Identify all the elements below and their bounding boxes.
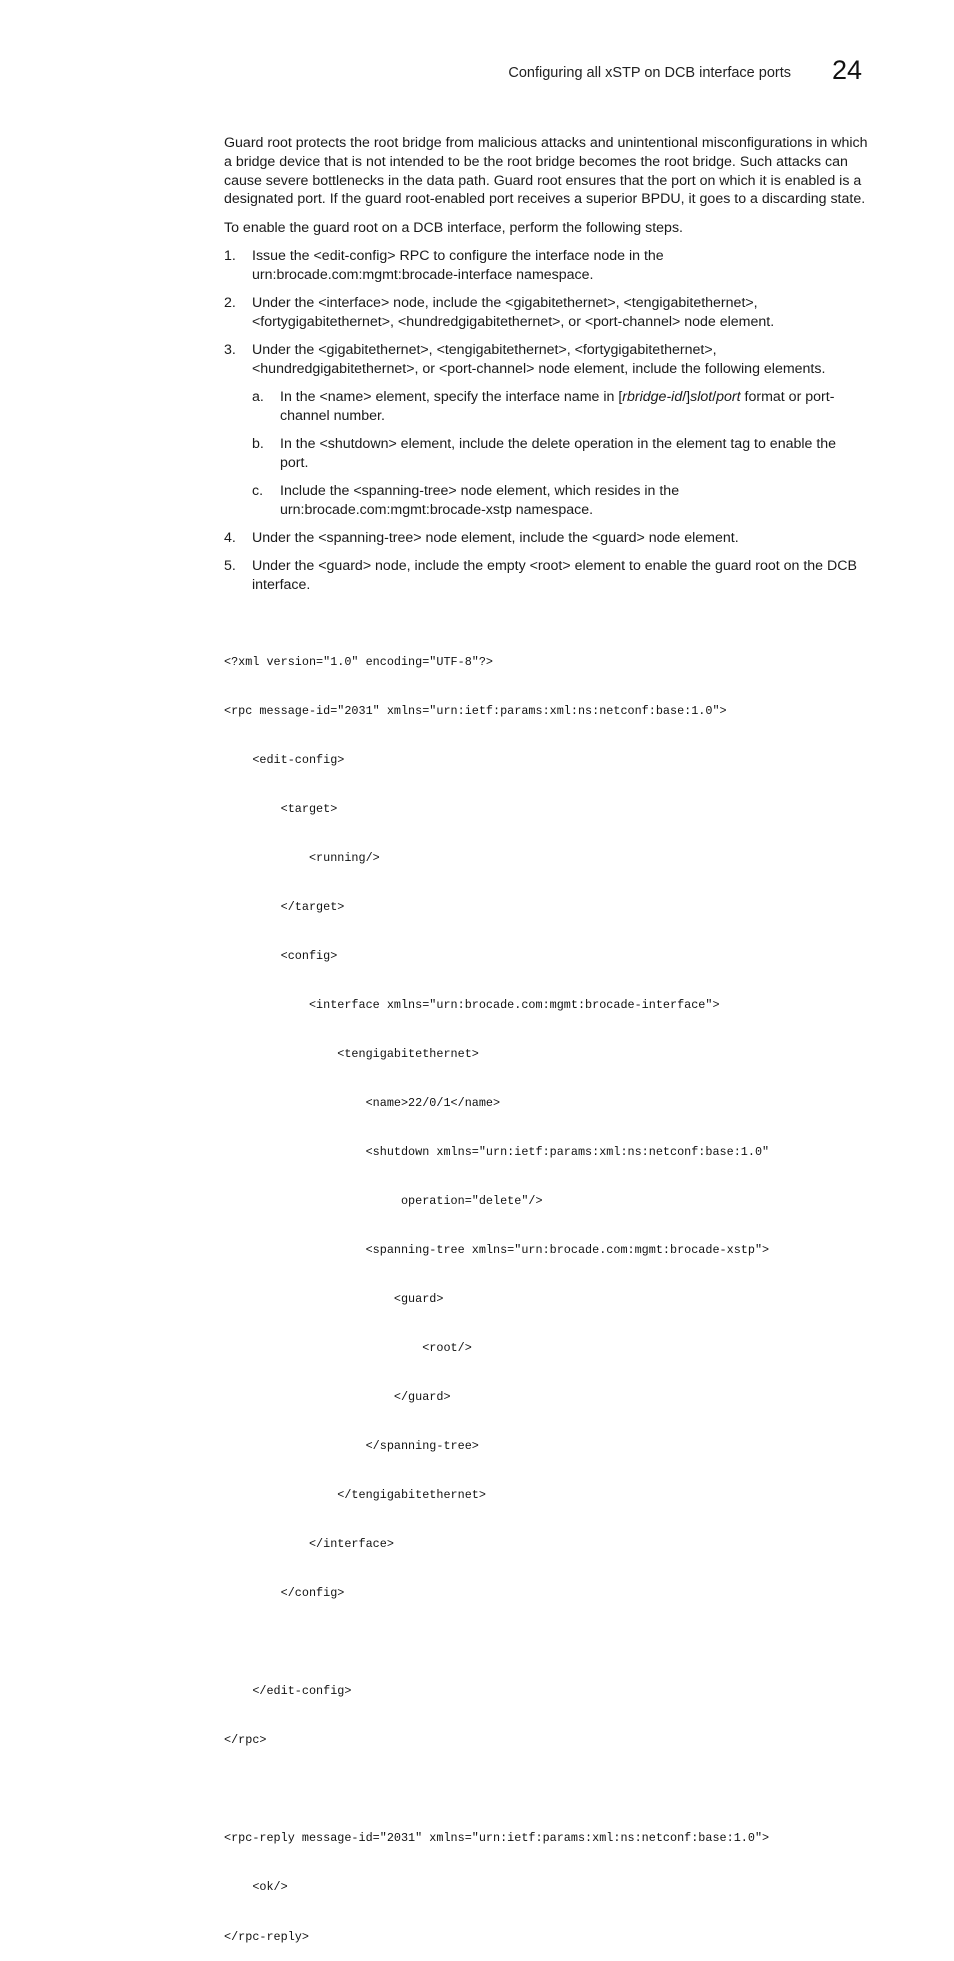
step-4: [224, 529, 868, 548]
code-line: <running/>: [224, 850, 380, 865]
step-number: 2.: [224, 295, 236, 312]
substep-letter: b.: [252, 435, 264, 452]
step-text: Under the <interface> node, include the <gigabitethernet>, <tengigabitethernet>, <fortygigabitethernet>, <hundredgigabitethernet>, or <port-channel> node element.: [252, 295, 775, 330]
substep-letter: a.: [252, 388, 264, 405]
code-line: <rpc message-id="2031" xmlns="urn:ietf:params:xml:ns:netconf:base:1.0">: [224, 703, 727, 718]
code-line: </rpc-reply>: [224, 1929, 309, 1944]
code-line: </config>: [224, 1586, 345, 1601]
step-3: [224, 341, 868, 519]
substep-text-post: format or port-channel number.: [280, 388, 835, 424]
code-line: <edit-config>: [224, 752, 345, 767]
page-header: [0, 55, 954, 95]
code-line: <shutdown xmlns="urn:ietf:params:xml:ns:netconf:base:1.0": [224, 1145, 770, 1159]
substep-a: [252, 388, 868, 426]
step-number: 1.: [224, 247, 236, 264]
body-content: [224, 134, 868, 604]
step-number: 3.: [224, 342, 236, 359]
chapter-number: 24: [832, 55, 863, 85]
code-line: <rpc-reply message-id="2031" xmlns="urn:ietf:params:xml:ns:netconf:base:1.0">: [224, 1831, 770, 1846]
code-line: </interface>: [224, 1537, 394, 1552]
code-line: <tengigabitethernet>: [224, 1046, 479, 1061]
code-line: [224, 1634, 769, 1650]
intro-paragraph: Guard root protects the root bridge from malicious attacks and unintentional misconfigurations in which a bridge device that is not intended to be the root bridge becomes the root bridge. Such attacks can cause severe bottlenecks in the data path. Guard root ensures that the port on which it is enabled is a designated port. If the guard root-enabled port receives a superior BPDU, it goes to a discarding state.: [224, 135, 868, 208]
substep-letter: c.: [252, 482, 264, 499]
slot-term: slot: [690, 388, 713, 405]
code-line: <guard>: [224, 1292, 444, 1307]
code-line: <?xml version="1.0" encoding="UTF-8"?>: [224, 654, 494, 669]
code-line: </target>: [224, 899, 345, 914]
code-line: <root/>: [224, 1341, 472, 1356]
rbridge-id-term: rbridge-id: [622, 388, 683, 405]
step-text: Under the <gigabitethernet>, <tengigabitethernet>, <fortygigabitethernet>, <hundredgigabitethernet>, or <port-channel> node element, include the following elements.: [252, 342, 826, 377]
substep-text: Include the <spanning-tree> node element, which resides in the urn:brocade.com:mgmt:brocade-xstp namespace.: [280, 482, 680, 518]
code-line: <interface xmlns="urn:brocade.com:mgmt:brocade-interface">: [224, 997, 720, 1012]
step-5: [224, 557, 868, 595]
port-term: port: [716, 388, 741, 405]
substep-text: In the <shutdown> element, include the delete operation in the element tag to enable the port.: [280, 435, 837, 471]
section-title: Configuring all xSTP on DCB interface ports: [508, 65, 791, 81]
substep-text-pre: In the <name> element, specify the interface name in [: [280, 388, 623, 405]
step-1: [224, 247, 868, 285]
code-line: operation="delete"/>: [224, 1194, 543, 1209]
step-number: 5.: [224, 558, 236, 575]
code-line: </rpc>: [224, 1733, 267, 1748]
steps-lead-in: To enable the guard root on a DCB interface, perform the following steps.: [224, 219, 683, 236]
code-line: [224, 1781, 769, 1797]
code-line: </edit-config>: [224, 1684, 352, 1699]
substep-text-mid: /: [712, 388, 717, 405]
step-text: Under the <spanning-tree> node element, include the <guard> node element.: [252, 530, 739, 547]
code-line: <name>22/0/1</name>: [224, 1095, 501, 1110]
xml-code-example: [224, 621, 769, 1961]
step-text: Issue the <edit-config> RPC to configure the interface node in the urn:brocade.com:mgmt:brocade-interface namespace.: [252, 247, 664, 283]
substep-text-mid: /]: [682, 388, 691, 405]
step-2: [224, 294, 868, 332]
code-line: <target>: [224, 801, 338, 816]
code-line: <config>: [224, 948, 338, 963]
substep-b: [252, 435, 868, 473]
code-line: <ok/>: [224, 1880, 288, 1895]
step-text: Under the <guard> node, include the empty <root> element to enable the guard root on the DCB interface.: [252, 558, 857, 594]
code-line: </tengigabitethernet>: [224, 1488, 486, 1503]
code-line: </guard>: [224, 1390, 451, 1405]
procedure-steps: [224, 247, 868, 595]
code-line: </spanning-tree>: [224, 1439, 479, 1454]
step-number: 4.: [224, 530, 236, 547]
substep-c: [252, 482, 868, 520]
code-line: <spanning-tree xmlns="urn:brocade.com:mgmt:brocade-xstp">: [224, 1243, 770, 1258]
substeps: [252, 388, 868, 520]
